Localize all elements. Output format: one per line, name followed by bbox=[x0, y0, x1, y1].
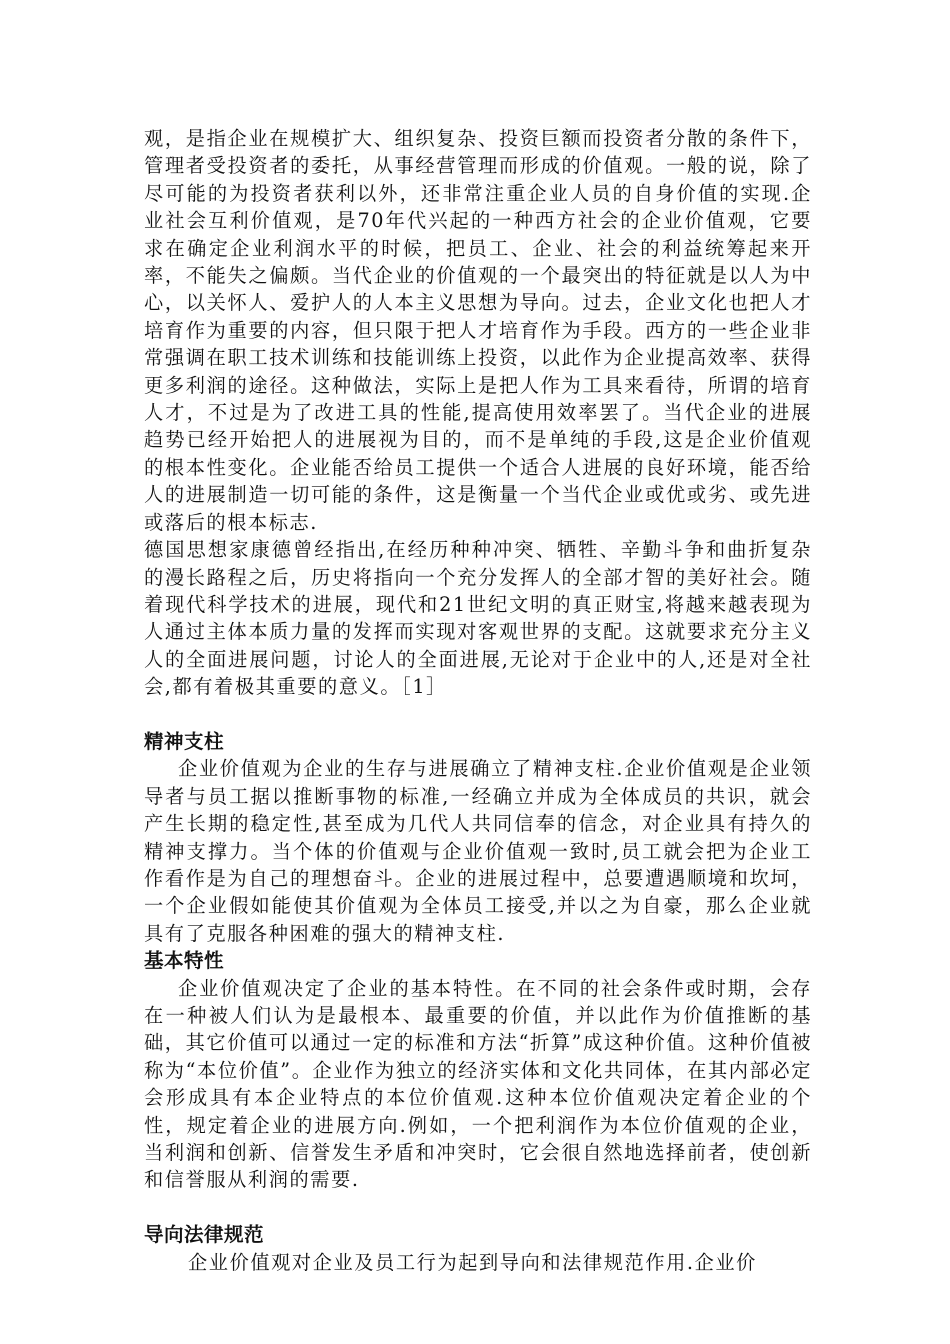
section-heading-spiritual-pillar: 精神支柱 bbox=[144, 729, 225, 753]
paragraph-value-orientation: 观，是指企业在规模扩大、组织复杂、投资巨额而投资者分散的条件下，管理者受投资者的委托，从事经营管理而形成的价值观。一般的说，除了尽可能的为投资者获利以外，还非常注重企业人员的自身价值的实现.企业社会互利价值观，是70年代兴起的一种西方社会的企业价值观，它要求在确定企业利润水平的时候，把员工、企业、社会的利益统筹起来开率，不能失之偏颇。当代企业的价值观的一个最突出的特征就是以人为中心，以关怀人、爱护人的人本主义思想为导向。过去，企业文化也把人才培育作为重要的内容，但只限于把人才培育作为手段。西方的一些企业非常强调在职工技术训练和技能训练上投资，以此作为企业提高效率、获得更多利润的途径。这种做法，实际上是把人作为工具来看待，所谓的培育人才，不过是为了改进工具的性能,提高使用效率罢了。当代企业的进展趋势已经开始把人的进展视为目的，而不是单纯的手段,这是企业价值观的根本性变化。企业能否给员工提供一个适合人进展的良好环境，能否给人的进展制造一切可能的条件，这是衡量一个当代企业或优或劣、或先进或落后的根本标志. bbox=[144, 127, 812, 534]
section-body-spiritual-pillar: 企业价值观为企业的生存与进展确立了精神支柱.企业价值观是企业领导者与员工据以推断事物的标准,一经确立并成为全体成员的共识，就会产生长期的稳定性,甚至成为几代人共同信奉的信念，对企业具有持久的精神支撑力。当个体的价值观与企业价值观一致时,员工就会把为企业工作看作是为自己的理想奋斗。企业的进展过程中，总要遭遇顺境和坎坷，一个企业假如能使其价值观为全体员工接受,并以之为自豪，那么企业就具有了克服各种困难的强大的精神支柱. bbox=[144, 757, 812, 945]
section-spacer bbox=[144, 701, 812, 728]
section-heading-basic-characteristics: 基本特性 bbox=[144, 949, 225, 973]
paragraph-kant-quote: 德国思想家康德曾经指出,在经历种种冲突、牺牲、辛勤斗争和曲折复杂的漫长路程之后，历史将指向一个充分发挥人的全部才智的美好社会。随着现代科学技术的进展，现代和21世纪文明的真正财宝,将越来越表现为人通过主体本质力量的发挥而实现对客观世界的支配。这就要求充分主义人的全面进展问题，讨论人的全面进展,无论对于企业中的人,还是对全社会,都有着极其重要的意义。［1］ bbox=[144, 538, 812, 699]
section-body-basic-characteristics: 企业价值观决定了企业的基本特性。在不同的社会条件或时期，会存在一种被人们认为是最根本、最重要的价值，并以此作为价值推断的基础，其它价值可以通过一定的标准和方法“折算”成这种价值。这种价值被称为“本位价值”。企业作为独立的经济实体和文化共同体，在其内部必定会形成具有本企业特点的本位价值观.这种本位价值观决定着企业的个性，规定着企业的进展方向.例如，一个把利润作为本位价值观的企业，当利润和创新、信誉发生矛盾和冲突时，它会很自然地选择前者，使创新和信誉服从利润的需要. bbox=[144, 976, 812, 1192]
section-body-guidance-norms: 企业价值观对企业及员工行为起到导向和法律规范作用.企业价 bbox=[188, 1250, 757, 1274]
section-spacer bbox=[144, 1194, 812, 1221]
document-body bbox=[144, 125, 812, 1276]
section-heading-guidance-norms: 导向法律规范 bbox=[144, 1223, 265, 1247]
